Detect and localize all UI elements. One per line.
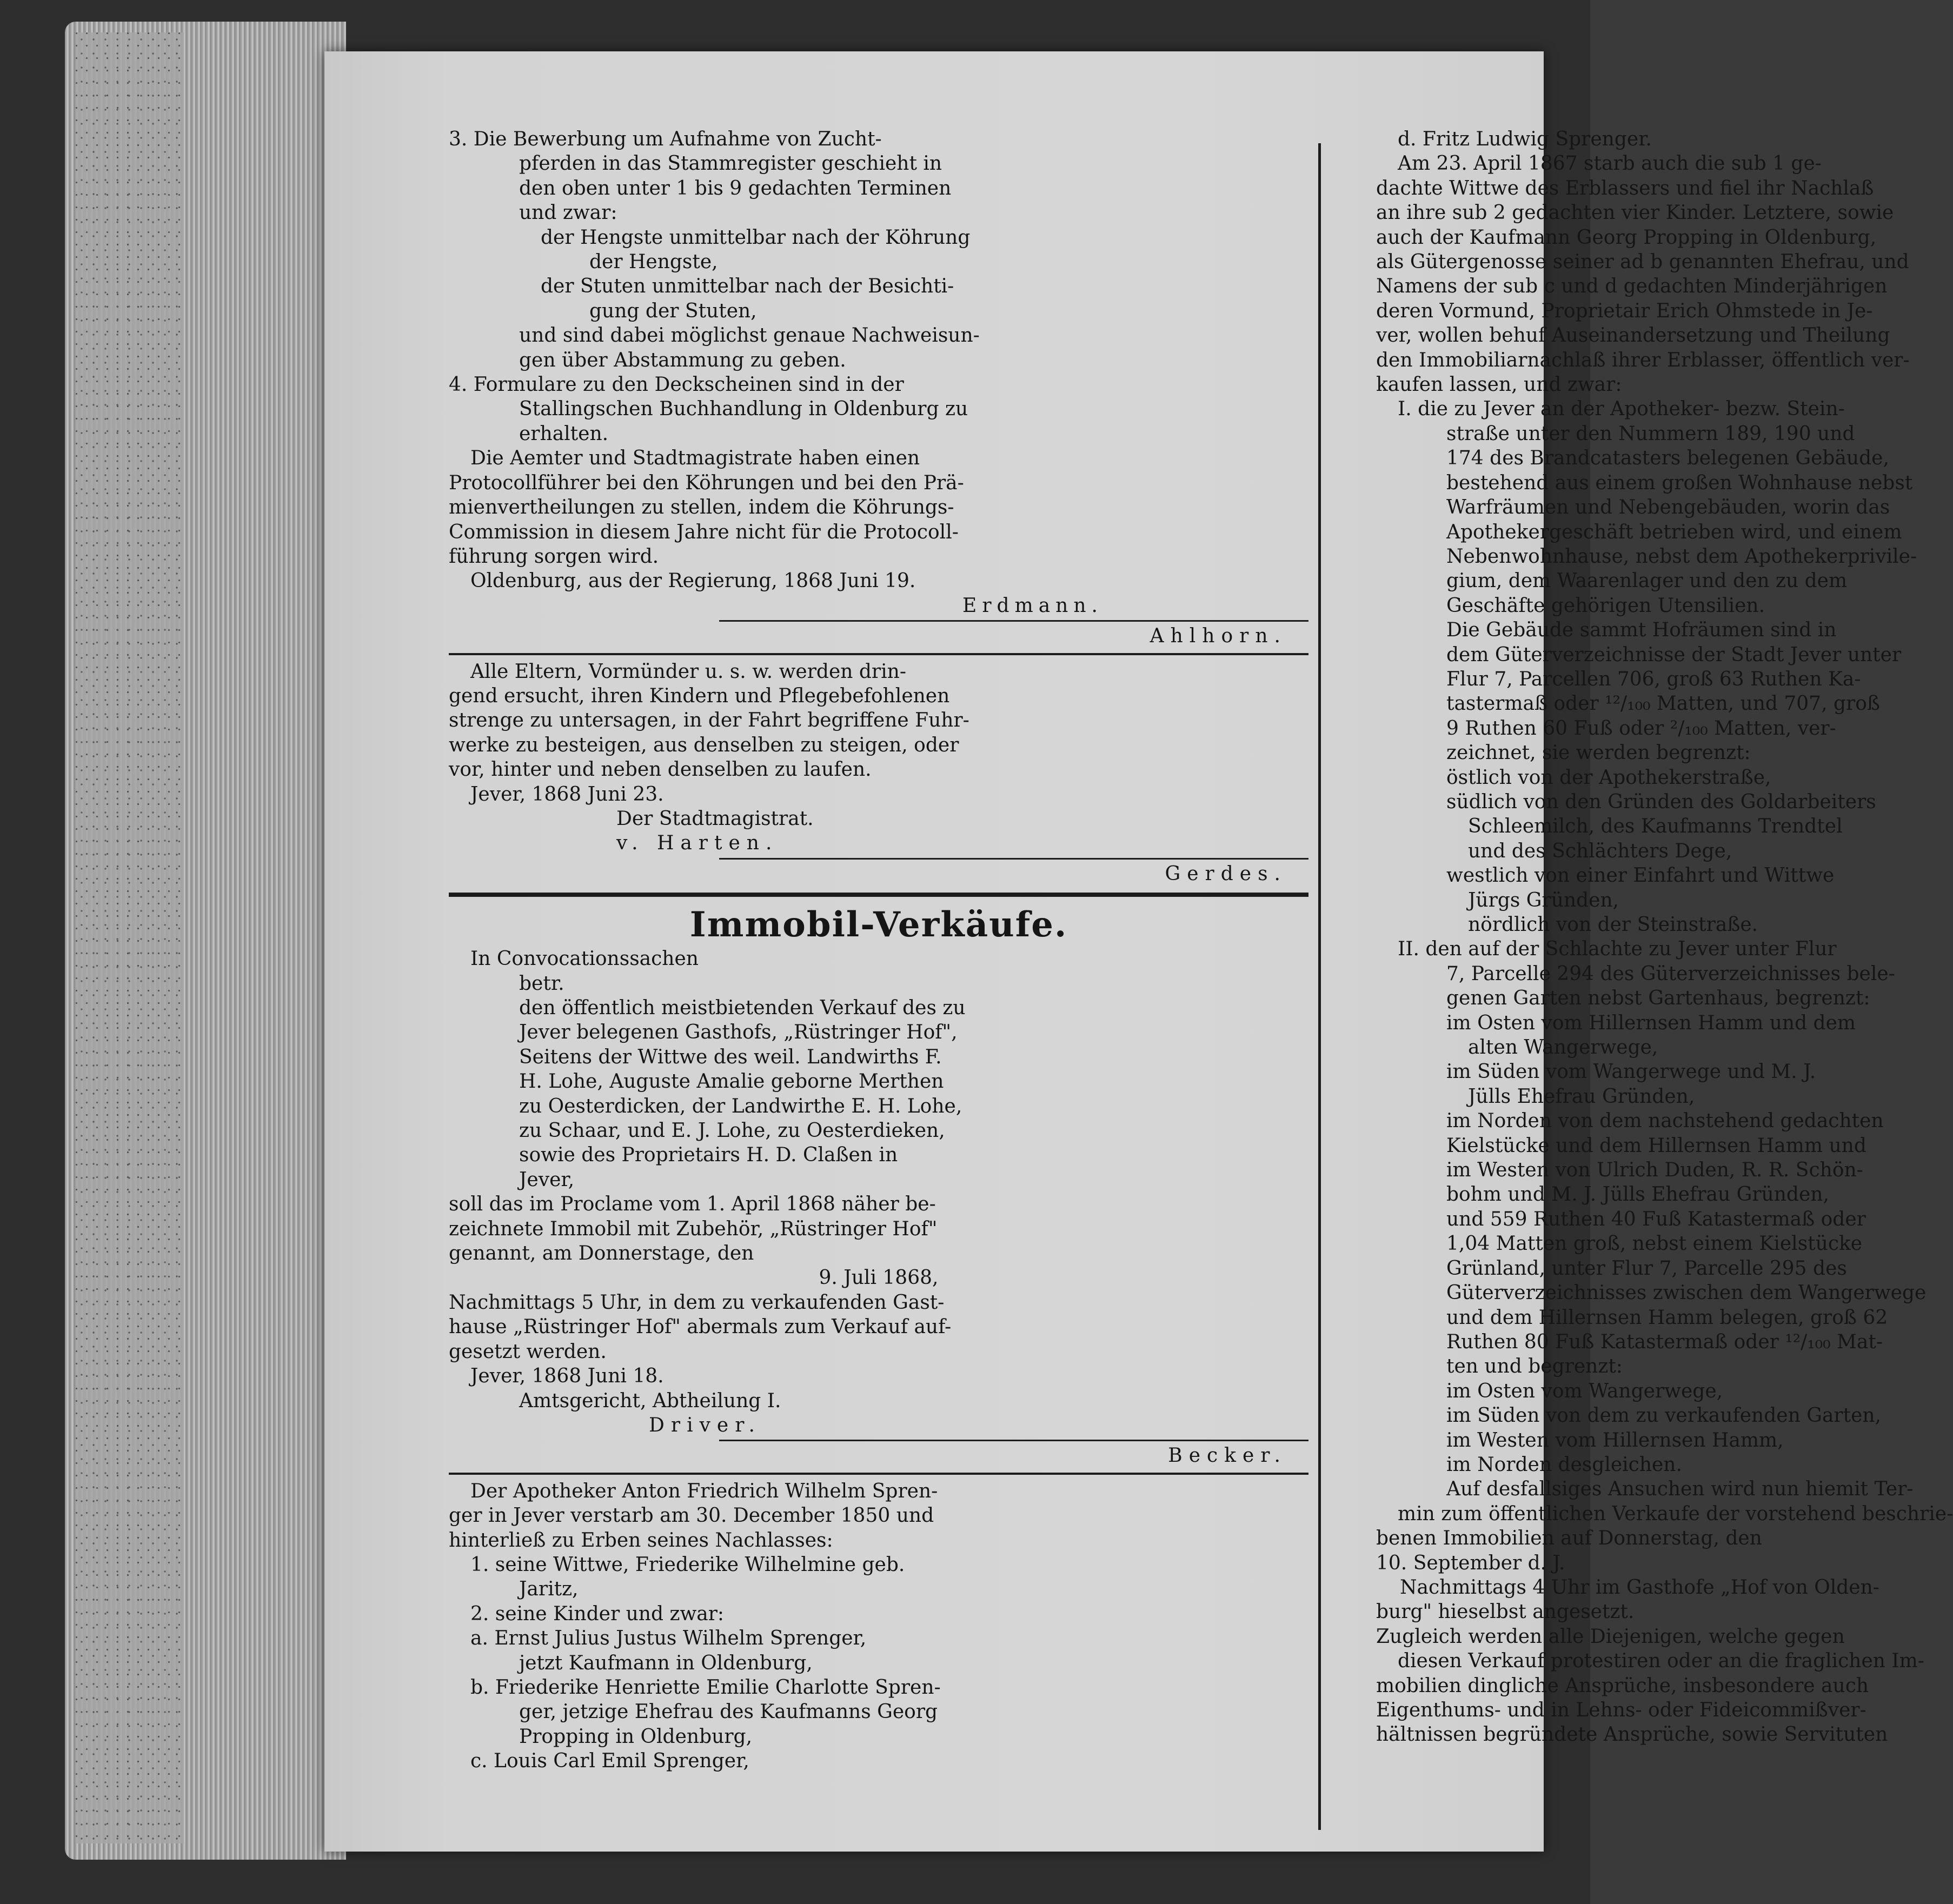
text-line: soll das im Proclame vom 1. April 1868 näher be- [449,1193,936,1216]
text-line: Schleemilch, des Kaufmanns Trendtel [1468,815,1843,838]
text-line: erhalten. [519,422,609,445]
text-line: Alle Eltern, Vormünder u. s. w. werden drin- [470,660,906,683]
text-line: Nachmittags 5 Uhr, in dem zu verkaufenden Gast- [449,1291,945,1314]
text-line: bohm und M. J. Jülls Ehefrau Gründen, [1446,1183,1829,1206]
text-line: zeichnet, sie werden begrenzt: [1446,742,1751,764]
text-line: burg" hieselbst angesetzt. [1376,1601,1635,1623]
text-line: 1. seine Wittwe, Friederike Wilhelmine geb. [470,1553,905,1576]
text-line: ver, wollen behuf Auseinandersetzung und Theilung [1376,324,1890,347]
text-line: den öffentlich meistbietenden Verkauf des zu [519,997,966,1019]
text-line: sowie des Proprietairs H. D. Claßen in [519,1144,898,1167]
text-line: min zum öffentlichen Verkaufe der vorstehend beschrie- [1398,1502,1953,1525]
text-line: Flur 7, Parcellen 706, groß 63 Ruthen Ka- [1446,668,1861,690]
text-line: gesetzt werden. [449,1340,607,1363]
text-line: Protocollführer bei den Köhrungen und bei den Prä- [449,471,964,494]
text-line: 9. Juli 1868, [819,1267,939,1289]
text-line: im Norden von dem nachstehend gedachten [1446,1110,1884,1133]
text-line: den oben unter 1 bis 9 gedachten Terminen [519,177,952,199]
text-line: Jülls Ehefrau Gründen, [1468,1085,1695,1108]
text-line: Namens der sub c und d gedachten Minderjährigen [1376,275,1888,298]
text-line: Jever, [519,1168,575,1191]
text-line: mobilien dingliche Ansprüche, insbesondere auch [1376,1674,1869,1697]
text-line: hause „Rüstringer Hof" abermals zum Verkauf auf- [449,1316,952,1339]
text-line: Der Apotheker Anton Friedrich Wilhelm Spren- [470,1480,938,1502]
text-line: II. den auf der Schlachte zu Jever unter Flur [1398,938,1837,961]
signature-ahlhorn: Ahlhorn. [1150,625,1287,648]
text-line: I. die zu Jever an der Apotheker- bezw. Stein- [1398,398,1845,421]
text-line: westlich von einer Einfahrt und Wittwe [1446,864,1835,887]
text-line: Geschäfte gehörigen Utensilien. [1446,594,1765,617]
text-line: der Hengste unmittelbar nach der Köhrung [541,226,971,249]
text-line: Güterverzeichnisses zwischen dem Wangerwege [1446,1282,1927,1304]
text-line: genannt, am Donnerstage, den [449,1242,754,1265]
text-line: hinterließ zu Erben seines Nachlasses: [449,1529,833,1552]
text-line: 174 des Brandcatasters belegenen Gebäude, [1446,447,1889,470]
text-line: zu Schaar, und E. J. Lohe, zu Oesterdieken, [519,1120,945,1142]
section-rule [449,653,1308,655]
text-line: ger, jetzige Ehefrau des Kaufmanns Georg [519,1701,938,1723]
text-line: der Hengste, [589,251,718,274]
text-line: 4. Formulare zu den Deckscheinen sind in der [449,374,904,396]
text-line: südlich von den Gründen des Goldarbeiters [1446,790,1876,813]
text-line: 10. September d. J. [1376,1552,1565,1574]
text-line: genen Garten nebst Gartenhaus, begrenzt: [1446,987,1870,1010]
text-line: im Süden vom Wangerwege und M. J. [1446,1061,1816,1083]
text-line: und zwar: [519,202,617,224]
text-line: vor, hinter und neben denselben zu laufen. [449,758,872,781]
text-line: im Norden desgleichen. [1446,1453,1682,1476]
apothecary-estate-notice [449,1479,1308,1774]
text-line: Stallingschen Buchhandlung in Oldenburg zu [519,398,968,421]
text-line: gung der Stuten, [589,299,757,322]
text-line: ten und begrenzt: [1446,1355,1623,1378]
text-line: und 559 Ruthen 40 Fuß Katastermaß oder [1446,1208,1866,1230]
text-line: östlich von der Apothekerstraße, [1446,766,1771,789]
text-line: b. Friederike Henriette Emilie Charlotte Spren- [470,1676,941,1699]
signature-v-harten: v. Harten. [616,832,779,855]
parents-warning-notice [449,660,1308,807]
text-line: im Osten vom Wangerwege, [1446,1380,1723,1402]
text-line: Jürgs Gründen, [1468,889,1619,911]
text-line: c. Louis Carl Emil Sprenger, [470,1750,749,1773]
text-line: Seitens der Wittwe des weil. Landwirths F. [519,1046,942,1068]
text-line: In Convocationssachen [470,948,699,970]
text-line: 1,04 Matten groß, nebst einem Kielstücke [1446,1233,1863,1255]
text-line: tastermaß oder ¹²/₁₀₀ Matten, und 707, groß [1446,693,1880,715]
text-line: zu Oesterdicken, der Landwirthe E. H. Lohe, [519,1095,962,1117]
signature-rule [719,620,1308,622]
section-heading: Immobil-Verkäufe. [689,904,1068,946]
text-line: alten Wangerwege, [1468,1036,1658,1059]
text-line: gium, dem Waarenlager und den zu dem [1446,570,1848,592]
text-line: Apothekergeschäft betrieben wird, und einem [1446,521,1902,543]
text-line: Jaritz, [519,1578,579,1601]
heading-rule [449,893,1308,897]
text-line: Kielstücke und dem Hillernsen Hamm und [1446,1134,1866,1157]
right-column [1376,127,1953,1747]
text-line: diesen Verkauf protestiren oder an die fraglichen Im- [1398,1650,1924,1673]
signature-driver: Driver. [649,1414,761,1436]
text-line: Jever belegenen Gasthofs, „Rüstringer Hof", [519,1021,958,1044]
text-line: Eigenthums- und in Lehns- oder Fideicommißver- [1376,1699,1866,1721]
text-line: Ruthen 80 Fuß Katastermaß oder ¹²/₁₀₀ Mat- [1446,1330,1883,1353]
text-line: und sind dabei möglichst genaue Nachweisun- [519,324,980,347]
text-line: Die Gebäude sammt Hofräumen sind in [1446,619,1837,642]
text-line: Am 23. April 1867 starb auch die sub 1 ge- [1398,152,1822,175]
text-line: Jever, 1868 Juni 23. [470,783,664,805]
text-line: Zugleich werden alle Diejenigen, welche gegen [1376,1625,1845,1648]
text-line: als Gütergenosse seiner ad b genannten Ehefrau, und [1376,251,1909,274]
text-line: H. Lohe, Auguste Amalie geborne Merthen [519,1070,944,1093]
text-line: zeichnete Immobil mit Zubehör, „Rüstringer Hof" [449,1217,938,1240]
text-line: pferden in das Stammregister geschieht in [519,152,942,175]
stallion-registration-notice [449,127,1308,594]
text-line: deren Vormund, Proprietair Erich Ohmstede in Je- [1376,299,1873,322]
signature-rule [719,1440,1308,1441]
text-line: Propping in Oldenburg, [519,1725,753,1748]
section-rule [449,1473,1308,1475]
text-line: Commission in diesem Jahre nicht für die Protocoll- [449,521,959,543]
text-line: dachte Wittwe des Erblassers und fiel ihr Nachlaß [1376,177,1874,199]
text-line: bestehend aus einem großen Wohnhause nebst [1446,471,1913,494]
speckled-book-edge [76,32,184,1843]
text-line: 9 Ruthen 60 Fuß oder ²/₁₀₀ Matten, ver- [1446,717,1836,740]
text-line: Nachmittags 4 Uhr im Gasthofe „Hof von Olden- [1400,1576,1879,1599]
text-line: benen Immobilien auf Donnerstag, den [1376,1527,1762,1550]
text-line: straße unter den Nummern 189, 190 und [1446,422,1855,445]
signature-stadtmagistrat: Der Stadtmagistrat. [616,807,814,830]
signature-erdmann: Erdmann. [962,594,1103,617]
text-line: d. Fritz Ludwig Sprenger. [1398,128,1652,150]
text-line: betr. [519,972,564,995]
text-line: und dem Hillernsen Hamm belegen, groß 62 [1446,1306,1888,1329]
signature-becker: Becker. [1168,1444,1287,1467]
text-line: im Westen vom Hillernsen Hamm, [1446,1429,1784,1452]
text-line: nördlich von der Steinstraße. [1468,914,1758,936]
text-line: der Stuten unmittelbar nach der Besichti- [541,275,954,298]
text-line: Warfräumen und Nebengebäuden, worin das [1446,496,1890,519]
column-divider [1318,143,1321,1830]
text-line: im Westen von Ulrich Duden, R. R. Schön- [1446,1159,1863,1182]
text-line: auch der Kaufmann Georg Propping in Oldenburg, [1376,226,1877,249]
signature-gerdes: Gerdes. [1165,862,1287,885]
text-line: und des Schlächters Dege, [1468,840,1732,862]
text-line: Auf desfallsiges Ansuchen wird nun hiemit Ter- [1446,1478,1914,1501]
text-line: werke zu besteigen, aus denselben zu steigen, oder [449,734,959,756]
text-line: mienvertheilungen zu stellen, indem die Köhrungs- [449,496,954,519]
text-line: führung sorgen wird. [449,545,659,568]
text-line: 3. Die Bewerbung um Aufnahme von Zucht- [449,128,882,150]
book-page [324,51,1953,1852]
text-line: im Süden von dem zu verkaufenden Garten, [1446,1404,1882,1427]
text-line: Nebenwohnhause, nebst dem Apothekerprivile- [1446,545,1917,568]
text-line: Jever, 1868 Juni 18. [470,1365,664,1388]
text-line: hältnissen begründete Ansprüche, sowie Servituten [1376,1723,1888,1746]
signature-rule [719,858,1308,860]
text-line: gend ersucht, ihren Kindern und Pflegebefohlenen [449,684,950,707]
apothecary-estate-continued [1376,127,1953,1747]
convocation-notice [449,947,1308,1388]
text-line: a. Ernst Julius Justus Wilhelm Sprenger, [470,1627,867,1650]
text-line: den Immobiliarnachlaß ihrer Erblasser, öffentlich ver- [1376,349,1910,371]
text-line: an ihre sub 2 gedachten vier Kinder. Letztere, sowie [1376,202,1894,224]
text-line: gen über Abstammung zu geben. [519,349,846,371]
text-line: jetzt Kaufmann in Oldenburg, [519,1652,813,1674]
left-column [449,127,1308,1774]
text-line: dem Güterverzeichnisse der Stadt Jever unter [1446,643,1902,666]
text-line: im Osten vom Hillernsen Hamm und dem [1446,1011,1856,1034]
text-line: Die Aemter und Stadtmagistrate haben einen [470,447,920,470]
text-line: strenge zu untersagen, in der Fahrt begriffene Fuhr- [449,709,969,732]
signature-amtsgericht: Amtsgericht, Abtheilung I. [519,1389,781,1412]
text-line: 2. seine Kinder und zwar: [470,1602,725,1625]
text-line: ger in Jever verstarb am 30. December 1850 und [449,1504,934,1527]
text-line: Grünland, unter Flur 7, Parcelle 295 des [1446,1257,1847,1280]
text-line: 7, Parcelle 294 des Güterverzeichnisses bele- [1446,962,1895,985]
text-line: kaufen lassen, und zwar: [1376,374,1622,396]
text-line: Oldenburg, aus der Regierung, 1868 Juni 19. [470,570,916,592]
